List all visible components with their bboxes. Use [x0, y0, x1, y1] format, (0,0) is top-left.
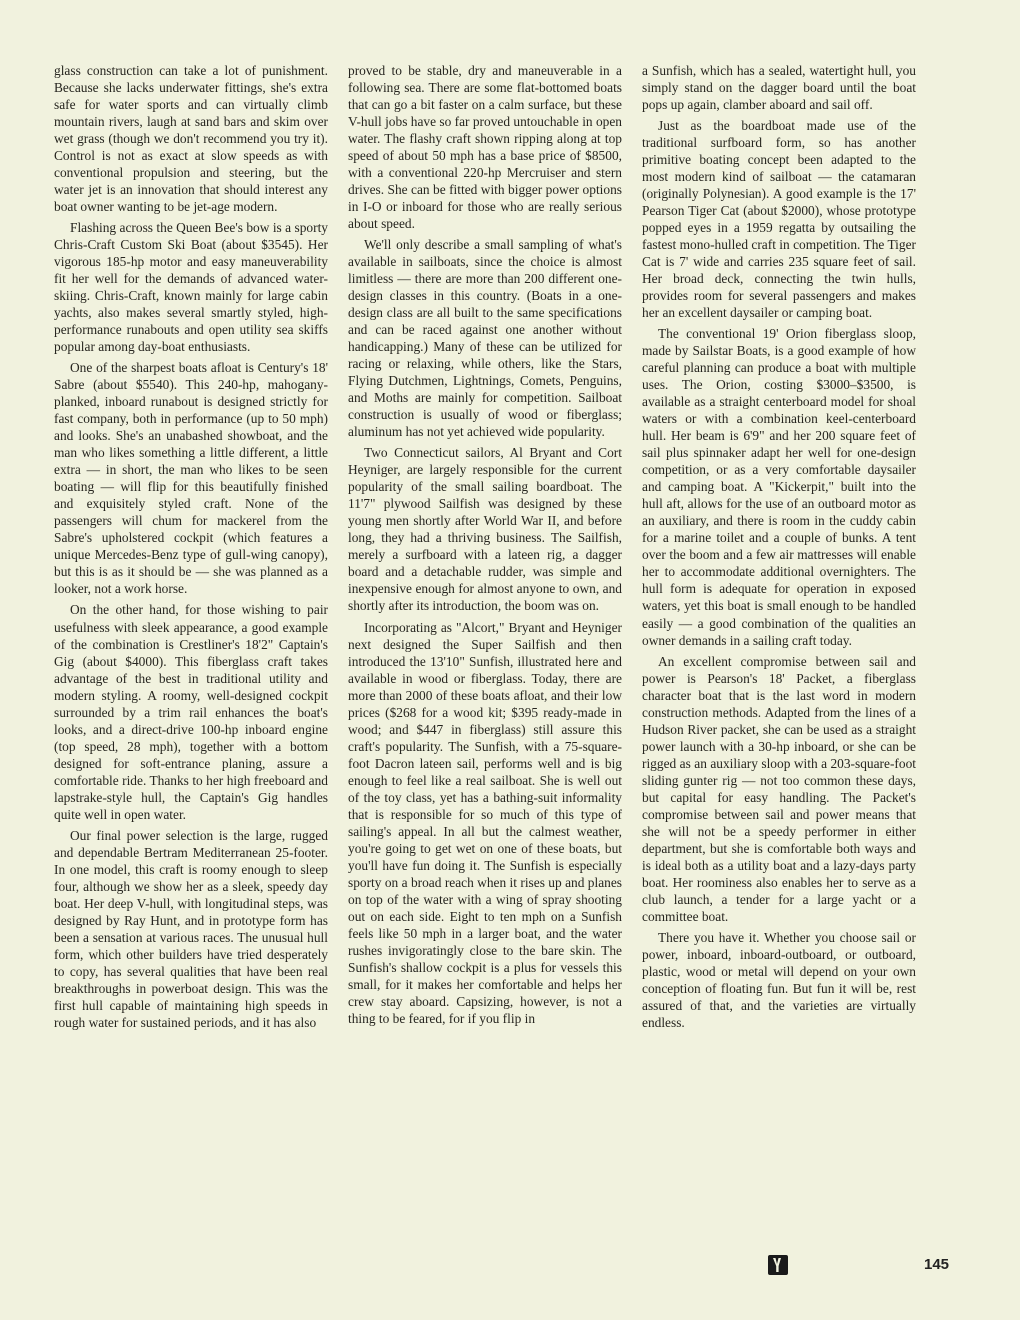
- paragraph: We'll only describe a small sampling of what's available in sailboats, since the choice is almost limitless — there are more than 200 different one-design classes in this country. (Boats in a one-design class are all built to the same specifications and can be raced against one another without handicapping.) Many of these can be utilized for racing or relaxing, while others, like the Stars, Flying Dutchmen, Lightnings, Comets, Penguins, and Moths are mainly for competition. Sailboat construction is usually of wood or fiberglass; aluminum has not yet achieved wide popularity.: [348, 237, 622, 440]
- paragraph: a Sunfish, which has a sealed, watertight hull, you simply stand on the dagger board until the boat pops up again, clamber aboard and sail off.: [642, 63, 916, 113]
- paragraph: On the other hand, for those wishing to pair usefulness with sleek appearance, a good example of the combination is Crestliner's 18'2" Captain's Gig (about $4000). This fiberglass craft takes advantage of the best in traditional utility and modern styling. A roomy, well-designed cockpit surrounded by a trim rail enhances the boat's looks, and a direct-drive 100-hp inboard engine (top speed, 28 mph), together with a bottom designed for soft-entrance planing, assure a comfortable ride. Thanks to her high freeboard and lapstrake-style hull, the Captain's Gig handles quite well in open water.: [54, 602, 328, 822]
- text-column-3: [642, 62, 916, 1035]
- paragraph: The conventional 19' Orion fiberglass sloop, made by Sailstar Boats, is a good example of how careful planning can produce a boat with multiple uses. The Orion, costing $3000–$3500, is available as a straight centerboard model for shoal waters or with a combination keel-centerboard hull. Her beam is 6'9" and her 200 square feet of sail plus spinnaker adapt her well for one-design competition, or as a very comfortable daysailer and camping boat. A "Kickerpit," built into the hull aft, allows for the use of an outboard motor as an auxiliary, and there is room in the cuddy cabin for a marine toilet and a couple of bunks. A tent over the boom and a few air mattresses will enable her to accommodate additional overnighters. The hull form is adequate for operation in exposed waters, yet this boat is small enough to be handled easily — a good combination of the qualities an owner demands in a sailing craft today.: [642, 326, 916, 648]
- paragraph: glass construction can take a lot of punishment. Because she lacks underwater fittings, she's extra safe for water sports and can virtually climb mountain rivers, laugh at sand bars and skim over wet grass (though we don't recommend you try it). Control is not as exact at slow speeds as with conventional propulsion and steering, but the water jet is an innovation that should interest any boat owner wanting to be jet-age modern.: [54, 63, 328, 215]
- paragraph: Flashing across the Queen Bee's bow is a sporty Chris-Craft Custom Ski Boat (about $3545). Her vigorous 185-hp motor and easy maneuverability fit her well for the demands of advanced water-skiing. Chris-Craft, known mainly for large cabin yachts, also makes several smartly styled, high-performance runabouts and open utility sea skiffs popular among day-boat enthusiasts.: [54, 220, 328, 355]
- paragraph: There you have it. Whether you choose sail or power, inboard, inboard-outboard, or outboard, plastic, wood or metal will depend on your own conception of floating fun. But fun it will be, rest assured of that, and the varieties are virtually endless.: [642, 929, 916, 1030]
- text-column-2: [348, 62, 622, 1031]
- paragraph: proved to be stable, dry and maneuverable in a following sea. There are some flat-bottomed boats that can go a bit faster on a calm surface, but these V-hull jobs have so far proved untouchable in open water. The flashy craft shown ripping along at top speed of about 50 mph has a base price of $8500, with a conventional 220-hp Mercruiser and stern drives. She can be fitted with bigger power options in I-O or inboard for those who are really serious about speed.: [348, 63, 622, 232]
- paragraph: Two Connecticut sailors, Al Bryant and Cort Heyniger, are largely responsible for the current popularity of the small sailing boardboat. The 11'7" plywood Sailfish was designed by these young men shortly after World War II, and before long, they had a thriving business. The Sailfish, merely a surfboard with a lateen rig, a dagger board and a detachable rudder, was simple and inexpensive enough for almost anyone to own, and shortly after its introduction, the boom was on.: [348, 445, 622, 614]
- paragraph: Just as the boardboat made use of the traditional surfboard form, so has another primitive boating concept been adapted to the most modern kind of sailboat — the catamaran (originally Polynesian). A good example is the 17' Pearson Tiger Cat (about $2000), whose prototype popped eyes in a 1959 regatta by outsailing the fastest mono-hulled craft in competition. The Tiger Cat is 7' wide and carries 235 square feet of sail. Her broad deck, connecting the twin hulls, provides room for several passengers and makes her an excellent daysailer or camping boat.: [642, 118, 916, 321]
- page-number: 145: [924, 1256, 950, 1273]
- text-column-1: [54, 62, 328, 1035]
- paragraph: Incorporating as "Alcort," Bryant and Heyniger next designed the Super Sailfish and then introduced the 13'10" Sunfish, illustrated here and available in wood or fiberglass. Today, there are more than 2000 of these boats afloat, and their low prices ($268 for a wood kit; $395 ready-made in wood; and $447 in fiberglass) still assure this craft's popularity. The Sunfish, with a 75-square-foot Dacron lateen sail, performs well and is big enough to feel like a real sailboat. She is well out of the toy class, yet has a bathing-suit informality that is responsible for so much of this type of sailing's appeal. In all but the calmest weather, you're going to get wet on one of these boats, but you'll have fun doing it. The Sunfish is especially sporty on a broad reach when it rises up and planes on top of the water with a wing of spray shooting out on each side. Eight to ten mph on a Sunfish feels like 50 mph in a larger boat, and the water rushes invigoratingly close to the bare skin. The Sunfish's shallow cockpit is a plus for vessels this small, for it makes her comfortable and helps her crew stay aboard. Capsizing, however, is not a thing to be feared, for if you flip in: [348, 619, 622, 1026]
- paragraph: One of the sharpest boats afloat is Century's 18' Sabre (about $5540). This 240-hp, mahogany-planked, inboard runabout is designed strictly for fast company, both in performance (up to 50 mph) and looks. She's an unabashed showboat, and the man who likes something a little different, a little extra — in short, the man who likes to be seen boating — will flip for this beautifully finished and exquisitely styled craft. None of the passengers will chum for mackerel from the Sabre's upholstered cockpit (which features a unique Mercedes-Benz type of gull-wing canopy), but this is as it should be — she was planned as a looker, not a work horse.: [54, 360, 328, 597]
- rabbit-head-icon: [768, 1255, 788, 1275]
- paragraph: Our final power selection is the large, rugged and dependable Bertram Mediterranean 25-footer. In one model, this craft is roomy enough to sleep four, although we show her as a sleek, speedy day boat. Her deep V-hull, with longitudinal steps, was designed by Ray Hunt, and in prototype form has been a sensation at various races. The unusual hull form, which other builders have tried desperately to copy, has several qualities that have been real breakthroughs in powerboat design. This was the first hull capable of maintaining high speeds in rough water for sustained periods, and it has also: [54, 827, 328, 1030]
- paragraph: An excellent compromise between sail and power is Pearson's 18' Packet, a fiberglass character boat that is the last word in modern construction methods. Adapted from the lines of a Hudson River packet, she can be used as a straight power launch with a 30-hp inboard, or she can be rigged as an auxiliary sloop with a 203-square-foot sliding gunter rig — not too common these days, but capital for easy handling. The Packet's compromise between sail and power means that she will not be a speedy performer in either department, but she is comfortable both ways and is ideal both as a utility boat and a lazy-days party boat. Her roominess also enables her to serve as a club launch, a tender for a large yacht or a committee boat.: [642, 653, 916, 924]
